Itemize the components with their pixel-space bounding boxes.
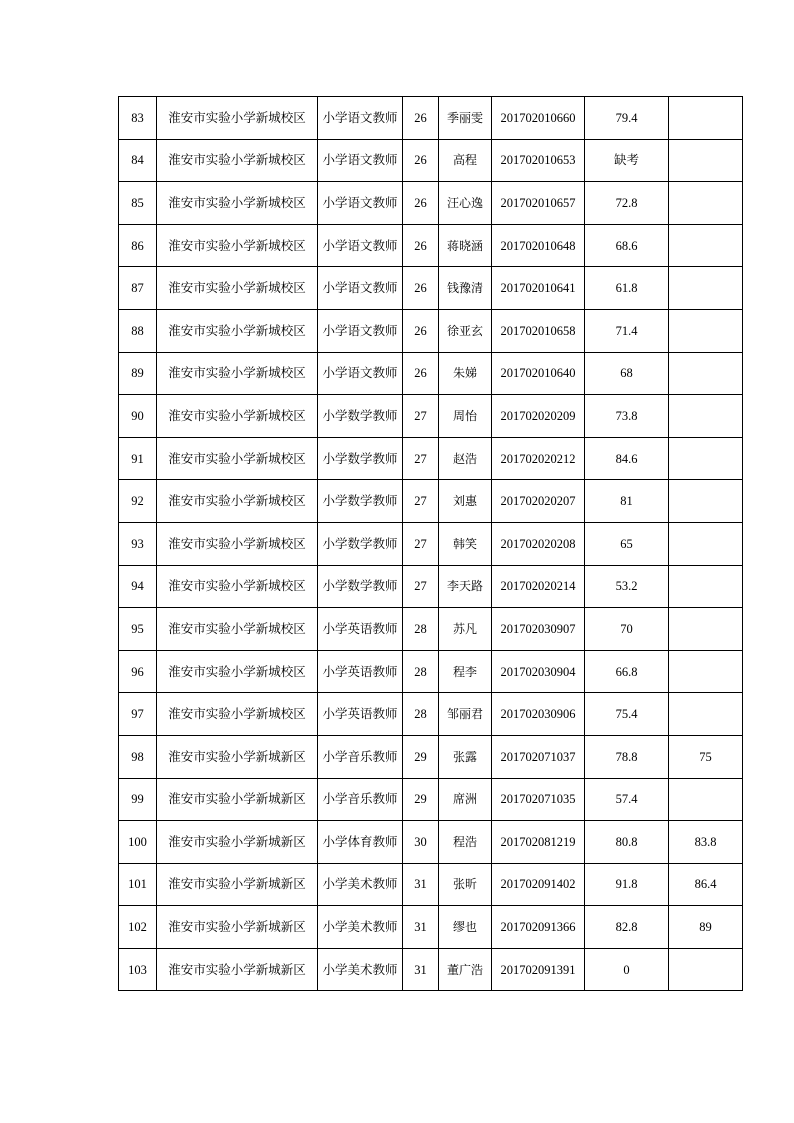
row-number-cell: 87	[119, 267, 157, 310]
position-cell: 小学语文教师	[318, 139, 403, 182]
written-score-cell: 79.4	[585, 97, 669, 140]
ticket-number-cell: 201702030906	[492, 693, 585, 736]
extra-score-cell	[669, 97, 743, 140]
position-code-cell: 28	[403, 650, 439, 693]
position-cell: 小学语文教师	[318, 309, 403, 352]
position-code-cell: 26	[403, 97, 439, 140]
candidate-name-cell: 朱娣	[439, 352, 492, 395]
candidate-name-cell: 季丽雯	[439, 97, 492, 140]
school-name-cell: 淮安市实验小学新城校区	[157, 437, 318, 480]
row-number-cell: 91	[119, 437, 157, 480]
candidate-name-cell: 钱豫清	[439, 267, 492, 310]
position-cell: 小学语文教师	[318, 267, 403, 310]
ticket-number-cell: 201702020208	[492, 522, 585, 565]
written-score-cell: 68.6	[585, 224, 669, 267]
written-score-cell: 0	[585, 948, 669, 991]
candidate-name-cell: 韩笑	[439, 522, 492, 565]
school-name-cell: 淮安市实验小学新城新区	[157, 735, 318, 778]
school-name-cell: 淮安市实验小学新城校区	[157, 480, 318, 523]
extra-score-cell	[669, 948, 743, 991]
school-name-cell: 淮安市实验小学新城校区	[157, 395, 318, 438]
table-row	[119, 650, 743, 693]
written-score-cell: 57.4	[585, 778, 669, 821]
ticket-number-cell: 201702030907	[492, 608, 585, 651]
extra-score-cell: 89	[669, 906, 743, 949]
position-cell: 小学数学教师	[318, 395, 403, 438]
ticket-number-cell: 201702071037	[492, 735, 585, 778]
row-number-cell: 90	[119, 395, 157, 438]
position-cell: 小学音乐教师	[318, 778, 403, 821]
written-score-cell: 66.8	[585, 650, 669, 693]
row-number-cell: 101	[119, 863, 157, 906]
row-number-cell: 88	[119, 309, 157, 352]
table-row	[119, 480, 743, 523]
row-number-cell: 95	[119, 608, 157, 651]
candidate-name-cell: 周怡	[439, 395, 492, 438]
table-row	[119, 522, 743, 565]
results-table	[118, 96, 743, 991]
position-code-cell: 28	[403, 693, 439, 736]
position-code-cell: 26	[403, 352, 439, 395]
position-code-cell: 26	[403, 182, 439, 225]
candidate-name-cell: 张露	[439, 735, 492, 778]
position-cell: 小学数学教师	[318, 437, 403, 480]
position-cell: 小学语文教师	[318, 97, 403, 140]
candidate-name-cell: 程李	[439, 650, 492, 693]
school-name-cell: 淮安市实验小学新城校区	[157, 97, 318, 140]
position-cell: 小学语文教师	[318, 182, 403, 225]
position-code-cell: 27	[403, 437, 439, 480]
extra-score-cell	[669, 522, 743, 565]
position-code-cell: 31	[403, 863, 439, 906]
table-row	[119, 437, 743, 480]
row-number-cell: 96	[119, 650, 157, 693]
written-score-cell: 73.8	[585, 395, 669, 438]
ticket-number-cell: 201702020214	[492, 565, 585, 608]
table-row	[119, 565, 743, 608]
position-code-cell: 26	[403, 139, 439, 182]
row-number-cell: 100	[119, 821, 157, 864]
school-name-cell: 淮安市实验小学新城新区	[157, 821, 318, 864]
school-name-cell: 淮安市实验小学新城新区	[157, 906, 318, 949]
school-name-cell: 淮安市实验小学新城校区	[157, 650, 318, 693]
position-cell: 小学数学教师	[318, 480, 403, 523]
position-code-cell: 26	[403, 309, 439, 352]
position-code-cell: 26	[403, 267, 439, 310]
school-name-cell: 淮安市实验小学新城新区	[157, 863, 318, 906]
written-score-cell: 91.8	[585, 863, 669, 906]
extra-score-cell	[669, 778, 743, 821]
candidate-name-cell: 赵浩	[439, 437, 492, 480]
position-code-cell: 28	[403, 608, 439, 651]
row-number-cell: 85	[119, 182, 157, 225]
ticket-number-cell: 201702010648	[492, 224, 585, 267]
position-cell: 小学音乐教师	[318, 735, 403, 778]
table-row	[119, 97, 743, 140]
ticket-number-cell: 201702091391	[492, 948, 585, 991]
extra-score-cell	[669, 352, 743, 395]
row-number-cell: 103	[119, 948, 157, 991]
table-row	[119, 778, 743, 821]
table-row	[119, 948, 743, 991]
extra-score-cell: 86.4	[669, 863, 743, 906]
written-score-cell: 84.6	[585, 437, 669, 480]
row-number-cell: 98	[119, 735, 157, 778]
candidate-name-cell: 席洲	[439, 778, 492, 821]
extra-score-cell	[669, 480, 743, 523]
extra-score-cell	[669, 608, 743, 651]
candidate-name-cell: 蒋晓涵	[439, 224, 492, 267]
ticket-number-cell: 201702020209	[492, 395, 585, 438]
candidate-name-cell: 程浩	[439, 821, 492, 864]
table-body	[119, 97, 743, 991]
table-row	[119, 182, 743, 225]
candidate-name-cell: 张昕	[439, 863, 492, 906]
position-cell: 小学英语教师	[318, 608, 403, 651]
written-score-cell: 78.8	[585, 735, 669, 778]
ticket-number-cell: 201702010660	[492, 97, 585, 140]
ticket-number-cell: 201702091366	[492, 906, 585, 949]
candidate-name-cell: 董广浩	[439, 948, 492, 991]
candidate-name-cell: 高程	[439, 139, 492, 182]
school-name-cell: 淮安市实验小学新城校区	[157, 224, 318, 267]
extra-score-cell	[669, 224, 743, 267]
position-cell: 小学体育教师	[318, 821, 403, 864]
position-code-cell: 27	[403, 522, 439, 565]
position-cell: 小学数学教师	[318, 565, 403, 608]
position-cell: 小学美术教师	[318, 948, 403, 991]
row-number-cell: 102	[119, 906, 157, 949]
written-score-cell: 80.8	[585, 821, 669, 864]
position-cell: 小学英语教师	[318, 693, 403, 736]
ticket-number-cell: 201702010641	[492, 267, 585, 310]
school-name-cell: 淮安市实验小学新城校区	[157, 693, 318, 736]
school-name-cell: 淮安市实验小学新城校区	[157, 309, 318, 352]
position-cell: 小学英语教师	[318, 650, 403, 693]
position-code-cell: 27	[403, 480, 439, 523]
table-row	[119, 395, 743, 438]
school-name-cell: 淮安市实验小学新城校区	[157, 352, 318, 395]
position-code-cell: 29	[403, 735, 439, 778]
extra-score-cell: 75	[669, 735, 743, 778]
extra-score-cell	[669, 437, 743, 480]
ticket-number-cell: 201702071035	[492, 778, 585, 821]
written-score-cell: 71.4	[585, 309, 669, 352]
position-code-cell: 30	[403, 821, 439, 864]
position-cell: 小学美术教师	[318, 863, 403, 906]
table-row	[119, 821, 743, 864]
school-name-cell: 淮安市实验小学新城校区	[157, 522, 318, 565]
position-code-cell: 31	[403, 906, 439, 949]
table-row	[119, 139, 743, 182]
extra-score-cell	[669, 395, 743, 438]
row-number-cell: 89	[119, 352, 157, 395]
table-row	[119, 735, 743, 778]
ticket-number-cell: 201702030904	[492, 650, 585, 693]
extra-score-cell	[669, 565, 743, 608]
table-row	[119, 608, 743, 651]
row-number-cell: 83	[119, 97, 157, 140]
written-score-cell: 72.8	[585, 182, 669, 225]
extra-score-cell	[669, 309, 743, 352]
ticket-number-cell: 201702081219	[492, 821, 585, 864]
written-score-cell: 61.8	[585, 267, 669, 310]
candidate-name-cell: 缪也	[439, 906, 492, 949]
written-score-cell: 68	[585, 352, 669, 395]
table-row	[119, 693, 743, 736]
position-cell: 小学数学教师	[318, 522, 403, 565]
ticket-number-cell: 201702010653	[492, 139, 585, 182]
written-score-cell: 70	[585, 608, 669, 651]
school-name-cell: 淮安市实验小学新城新区	[157, 778, 318, 821]
extra-score-cell	[669, 267, 743, 310]
position-code-cell: 29	[403, 778, 439, 821]
table-row	[119, 267, 743, 310]
ticket-number-cell: 201702091402	[492, 863, 585, 906]
school-name-cell: 淮安市实验小学新城校区	[157, 608, 318, 651]
position-code-cell: 31	[403, 948, 439, 991]
written-score-cell: 81	[585, 480, 669, 523]
row-number-cell: 94	[119, 565, 157, 608]
extra-score-cell	[669, 650, 743, 693]
extra-score-cell	[669, 139, 743, 182]
ticket-number-cell: 201702010657	[492, 182, 585, 225]
written-score-cell: 53.2	[585, 565, 669, 608]
school-name-cell: 淮安市实验小学新城校区	[157, 267, 318, 310]
school-name-cell: 淮安市实验小学新城校区	[157, 182, 318, 225]
table-row	[119, 863, 743, 906]
candidate-name-cell: 苏凡	[439, 608, 492, 651]
position-cell: 小学语文教师	[318, 352, 403, 395]
written-score-cell: 65	[585, 522, 669, 565]
ticket-number-cell: 201702020207	[492, 480, 585, 523]
ticket-number-cell: 201702010640	[492, 352, 585, 395]
position-code-cell: 26	[403, 224, 439, 267]
school-name-cell: 淮安市实验小学新城新区	[157, 948, 318, 991]
extra-score-cell: 83.8	[669, 821, 743, 864]
extra-score-cell	[669, 182, 743, 225]
ticket-number-cell: 201702010658	[492, 309, 585, 352]
candidate-name-cell: 徐亚玄	[439, 309, 492, 352]
row-number-cell: 97	[119, 693, 157, 736]
table-row	[119, 352, 743, 395]
row-number-cell: 93	[119, 522, 157, 565]
table-row	[119, 309, 743, 352]
extra-score-cell	[669, 693, 743, 736]
written-score-cell: 缺考	[585, 139, 669, 182]
school-name-cell: 淮安市实验小学新城校区	[157, 139, 318, 182]
candidate-name-cell: 邹丽君	[439, 693, 492, 736]
row-number-cell: 92	[119, 480, 157, 523]
written-score-cell: 75.4	[585, 693, 669, 736]
school-name-cell: 淮安市实验小学新城校区	[157, 565, 318, 608]
table-row	[119, 224, 743, 267]
position-code-cell: 27	[403, 565, 439, 608]
position-code-cell: 27	[403, 395, 439, 438]
row-number-cell: 86	[119, 224, 157, 267]
candidate-name-cell: 刘惠	[439, 480, 492, 523]
row-number-cell: 84	[119, 139, 157, 182]
table-row	[119, 906, 743, 949]
ticket-number-cell: 201702020212	[492, 437, 585, 480]
candidate-name-cell: 李天路	[439, 565, 492, 608]
position-cell: 小学美术教师	[318, 906, 403, 949]
row-number-cell: 99	[119, 778, 157, 821]
position-cell: 小学语文教师	[318, 224, 403, 267]
candidate-name-cell: 汪心逸	[439, 182, 492, 225]
written-score-cell: 82.8	[585, 906, 669, 949]
